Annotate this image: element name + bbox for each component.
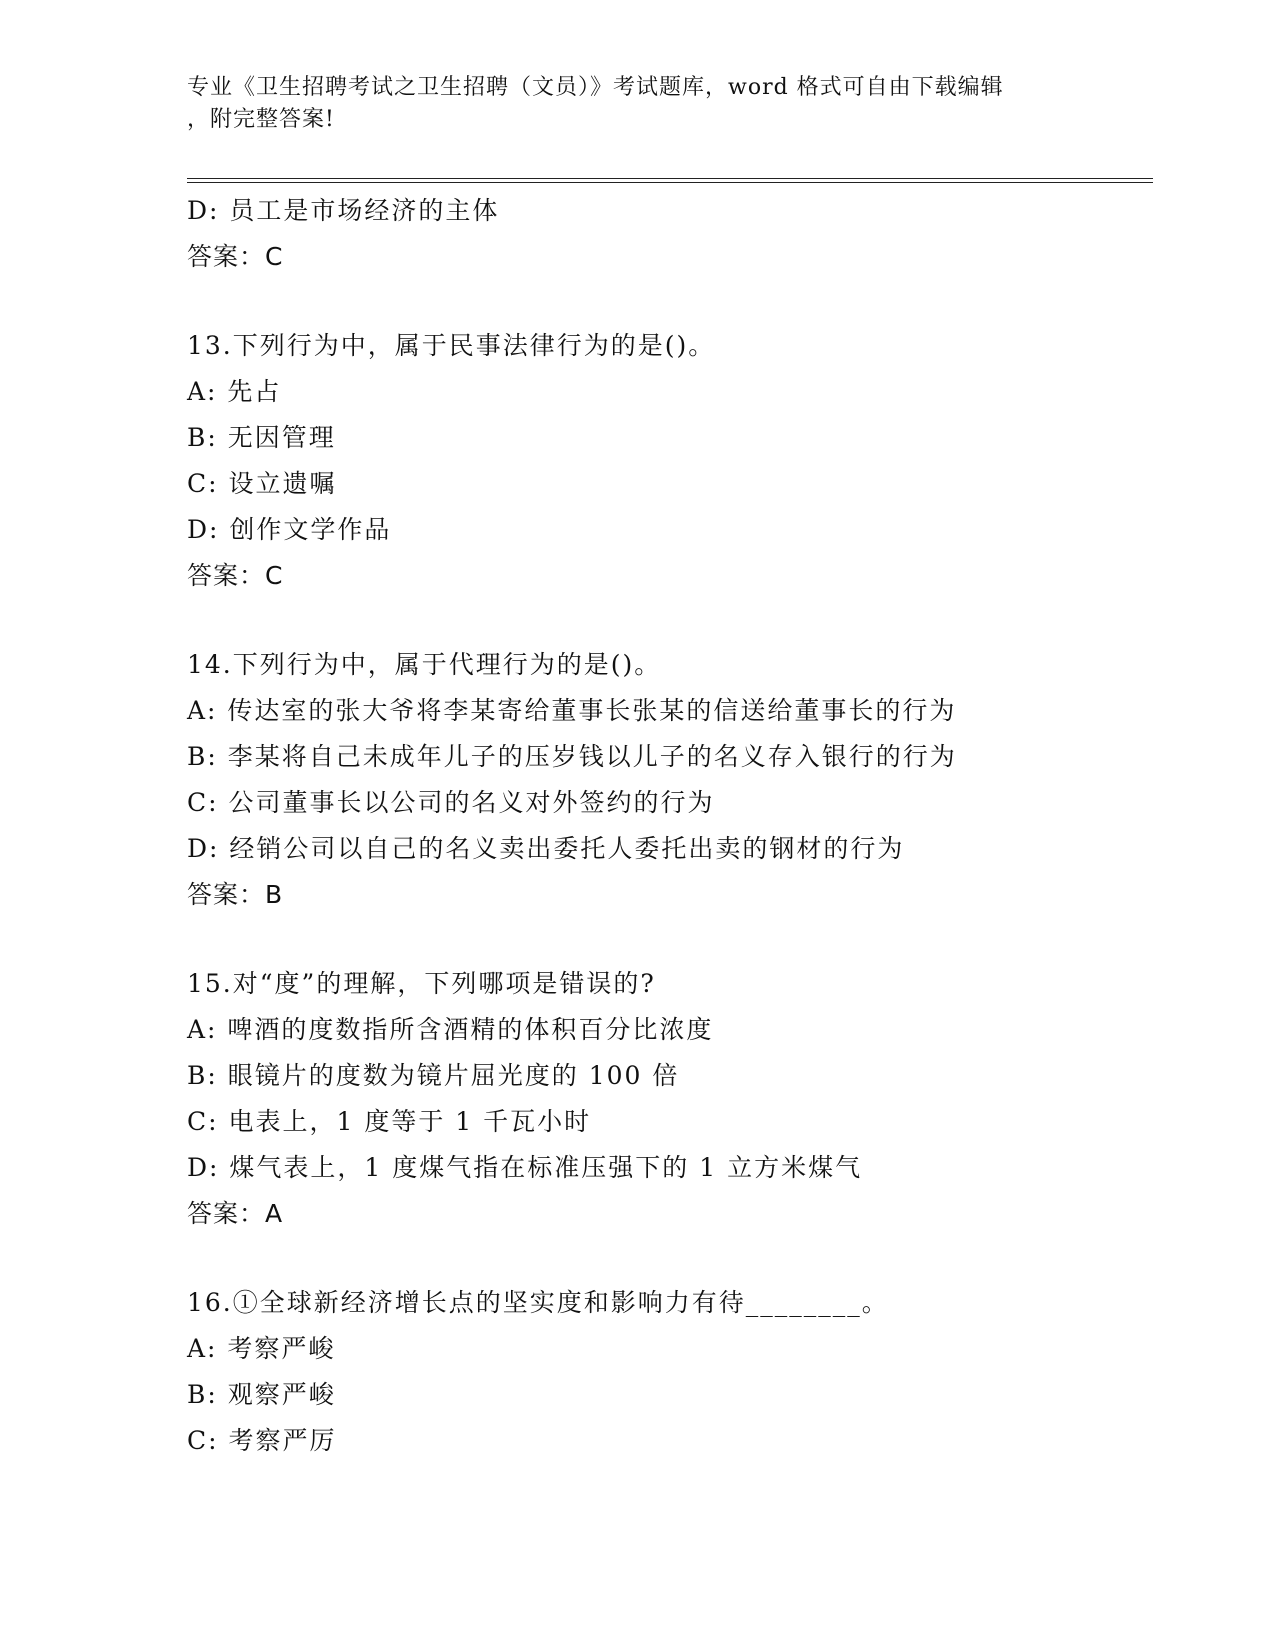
header-line-1: 专业《卫生招聘考试之卫生招聘（文员）》考试题库，word 格式可自由下载编辑: [187, 75, 1004, 100]
header-line-2: ，附完整答案!: [187, 107, 335, 132]
option-a: A: 先占: [187, 377, 282, 406]
option-c: C: 公司董事长以公司的名义对外签约的行为: [187, 788, 715, 817]
answer-line: 答案：A: [187, 1199, 284, 1228]
question-15: [187, 961, 1147, 1237]
question-stem: 13.下列行为中，属于民事法律行为的是()。: [187, 331, 716, 360]
question-stem: 14.下列行为中，属于代理行为的是()。: [187, 650, 662, 679]
option-c: C: 考察严厉: [187, 1426, 337, 1455]
question-list: [187, 188, 1147, 1464]
option-a: A: 传达室的张大爷将李某寄给董事长张某的信送给董事长的行为: [187, 696, 957, 725]
spacer: [187, 918, 1147, 961]
option-a: A: 啤酒的度数指所含酒精的体积百分比浓度: [187, 1015, 714, 1044]
question-13: [187, 323, 1147, 599]
option-b: B: 观察严峻: [187, 1380, 336, 1409]
option-b: B: 眼镜片的度数为镜片屈光度的 100 倍: [187, 1061, 680, 1090]
document-header: [187, 72, 1067, 136]
answer-line: 答案：B: [187, 880, 284, 909]
spacer: [187, 280, 1147, 323]
question-16: [187, 1280, 1147, 1464]
question-stem: 15.对“度”的理解，下列哪项是错误的?: [187, 969, 656, 998]
header-divider: [187, 178, 1153, 183]
spacer: [187, 1237, 1147, 1280]
answer-line: 答案：C: [187, 561, 284, 590]
question-stem: 16.①全球新经济增长点的坚实度和影响力有待________。: [187, 1288, 889, 1317]
answer-line: 答案：C: [187, 242, 284, 271]
spacer: [187, 599, 1147, 642]
question-14: [187, 642, 1147, 918]
option-c: C: 电表上，1 度等于 1 千瓦小时: [187, 1107, 592, 1136]
option-d: D: 经销公司以自己的名义卖出委托人委托出卖的钢材的行为: [187, 834, 905, 863]
option-a: A: 考察严峻: [187, 1334, 336, 1363]
option-d: D: 员工是市场经济的主体: [187, 196, 500, 225]
option-b: B: 无因管理: [187, 423, 336, 452]
option-c: C: 设立遗嘱: [187, 469, 337, 498]
option-d: D: 煤气表上，1 度煤气指在标准压强下的 1 立方米煤气: [187, 1153, 863, 1182]
option-b: B: 李某将自己未成年儿子的压岁钱以儿子的名义存入银行的行为: [187, 742, 957, 771]
option-d: D: 创作文学作品: [187, 515, 392, 544]
